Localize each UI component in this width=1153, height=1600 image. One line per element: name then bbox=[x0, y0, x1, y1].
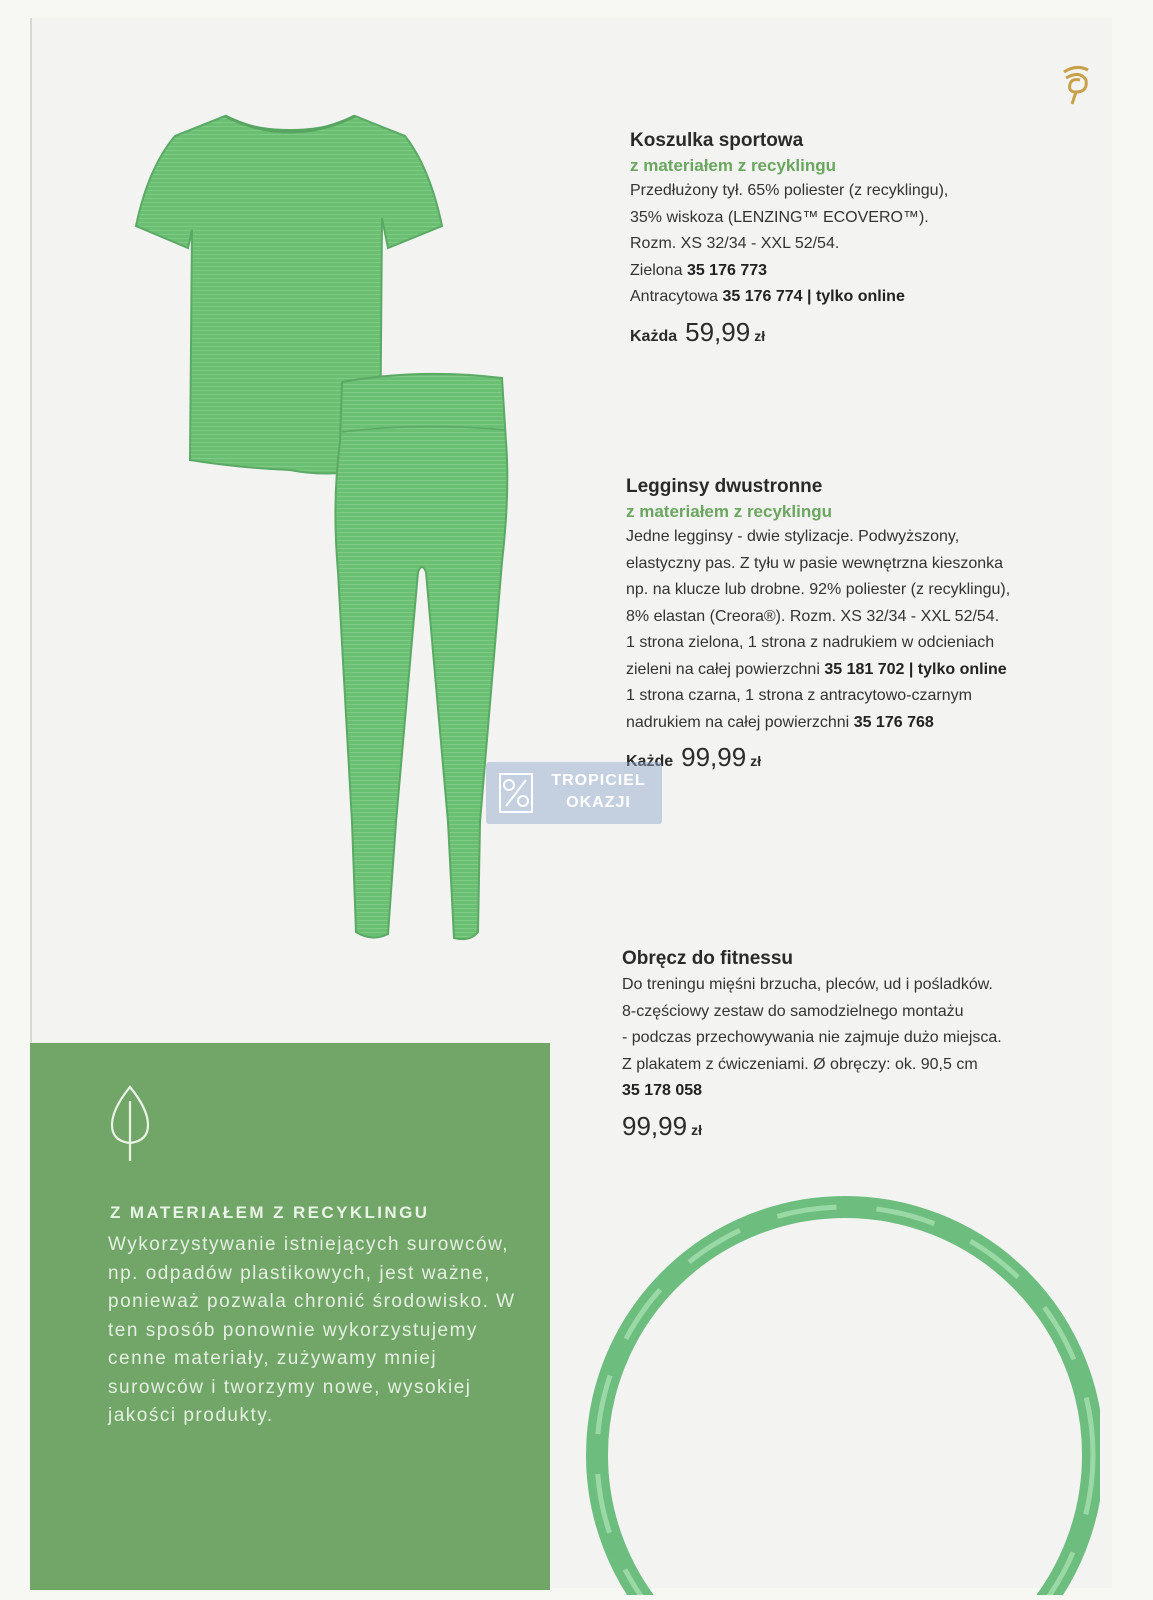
product-code: 35 176 773 bbox=[686, 261, 768, 279]
product-variant: Zielona 35 176 773 bbox=[630, 261, 768, 279]
product-desc-line: elastyczny pas. Z tyłu w pasie wewnętrzna kieszonka bbox=[626, 554, 1004, 572]
product-leggings bbox=[626, 474, 1010, 773]
product-desc-line: 8% elastan (Creora®). Rozm. XS 32/34 - XXL 52/54. bbox=[626, 607, 1000, 625]
product-price: Każde 99,99 zł bbox=[626, 742, 762, 772]
product-subtitle: z materiałem z recyklingu bbox=[630, 156, 836, 175]
info-box-heading: Z MATERIAŁEM Z RECYKLINGU bbox=[110, 1203, 430, 1222]
product-desc-line: 1 strona czarna, 1 strona z antracytowo-czarnym bbox=[626, 687, 972, 704]
product-variant: nadrukiem na całej powierzchni 35 176 768 bbox=[626, 713, 934, 731]
product-desc-line: 1 strona zielona, 1 strona z nadrukiem w odcieniach bbox=[626, 634, 995, 651]
percent-icon bbox=[494, 768, 538, 818]
product-desc-line: Rozm. XS 32/34 - XXL 52/54. bbox=[630, 235, 840, 252]
leaf-icon bbox=[108, 1083, 152, 1163]
brand-logo-icon bbox=[1058, 62, 1092, 106]
product-desc-line: Z plakatem z ćwiczeniami. Ø obręczy: ok. 90,5 cm bbox=[622, 1055, 978, 1073]
watermark-text: TROPICIEL OKAZJI bbox=[551, 772, 646, 811]
product-variant: Antracytowa 35 176 774 | tylko online bbox=[630, 288, 905, 305]
product-code: 35 176 774 | tylko online bbox=[722, 288, 905, 305]
product-desc-line: - podczas przechowywania nie zajmuje dużo miejsca. bbox=[622, 1029, 1002, 1046]
product-desc-line: 35% wiskoza (LENZING™ ECOVERO™). bbox=[630, 208, 929, 226]
product-code: 35 176 768 bbox=[853, 713, 934, 731]
product-price: Każda 59,99 zł bbox=[630, 316, 766, 347]
product-title: Legginsy dwustronne bbox=[626, 476, 823, 497]
product-title: Obręcz do fitnessu bbox=[622, 948, 794, 969]
product-desc-line: Przedłużony tył. 65% poliester (z recyklingu), bbox=[630, 182, 949, 199]
product-desc-line: np. na klucze lub drobne. 92% poliester (z recyklingu), bbox=[626, 581, 1011, 598]
fitness-hoop-image bbox=[580, 1165, 1100, 1595]
watermark-badge bbox=[486, 762, 662, 824]
product-variant: zieleni na całej powierzchni 35 181 702 | tylko online bbox=[626, 660, 1007, 678]
product-tshirt bbox=[630, 128, 948, 348]
product-desc-line: 8-częściowy zestaw do samodzielnego montażu bbox=[622, 1002, 964, 1020]
product-hoop bbox=[622, 946, 1002, 1142]
recycling-info-box bbox=[30, 1043, 550, 1590]
product-code: 35 181 702 | tylko online bbox=[824, 660, 1007, 678]
product-title: Koszulka sportowa bbox=[630, 130, 804, 151]
product-desc-line: Do treningu mięśni brzucha, pleców, ud i pośladków. bbox=[622, 976, 993, 993]
product-price: 99,99 zł bbox=[622, 1110, 702, 1141]
leggings-image bbox=[330, 362, 520, 952]
info-box-text: Wykorzystywanie istniejących surowców, np. odpadów plastikowych, jest ważne, ponieważ pozwala chronić środowisko. W ten sposób ponownie wykorzystujemy cenne materiały, zużywamy mniej surowców i tworzymy nowe, wysokiej jakości produkty. bbox=[108, 1234, 516, 1426]
product-code: 35 178 058 bbox=[622, 1082, 703, 1099]
product-subtitle: z materiałem z recyklingu bbox=[626, 502, 832, 521]
product-desc-line: Jedne legginsy - dwie stylizacje. Podwyższony, bbox=[626, 528, 960, 545]
